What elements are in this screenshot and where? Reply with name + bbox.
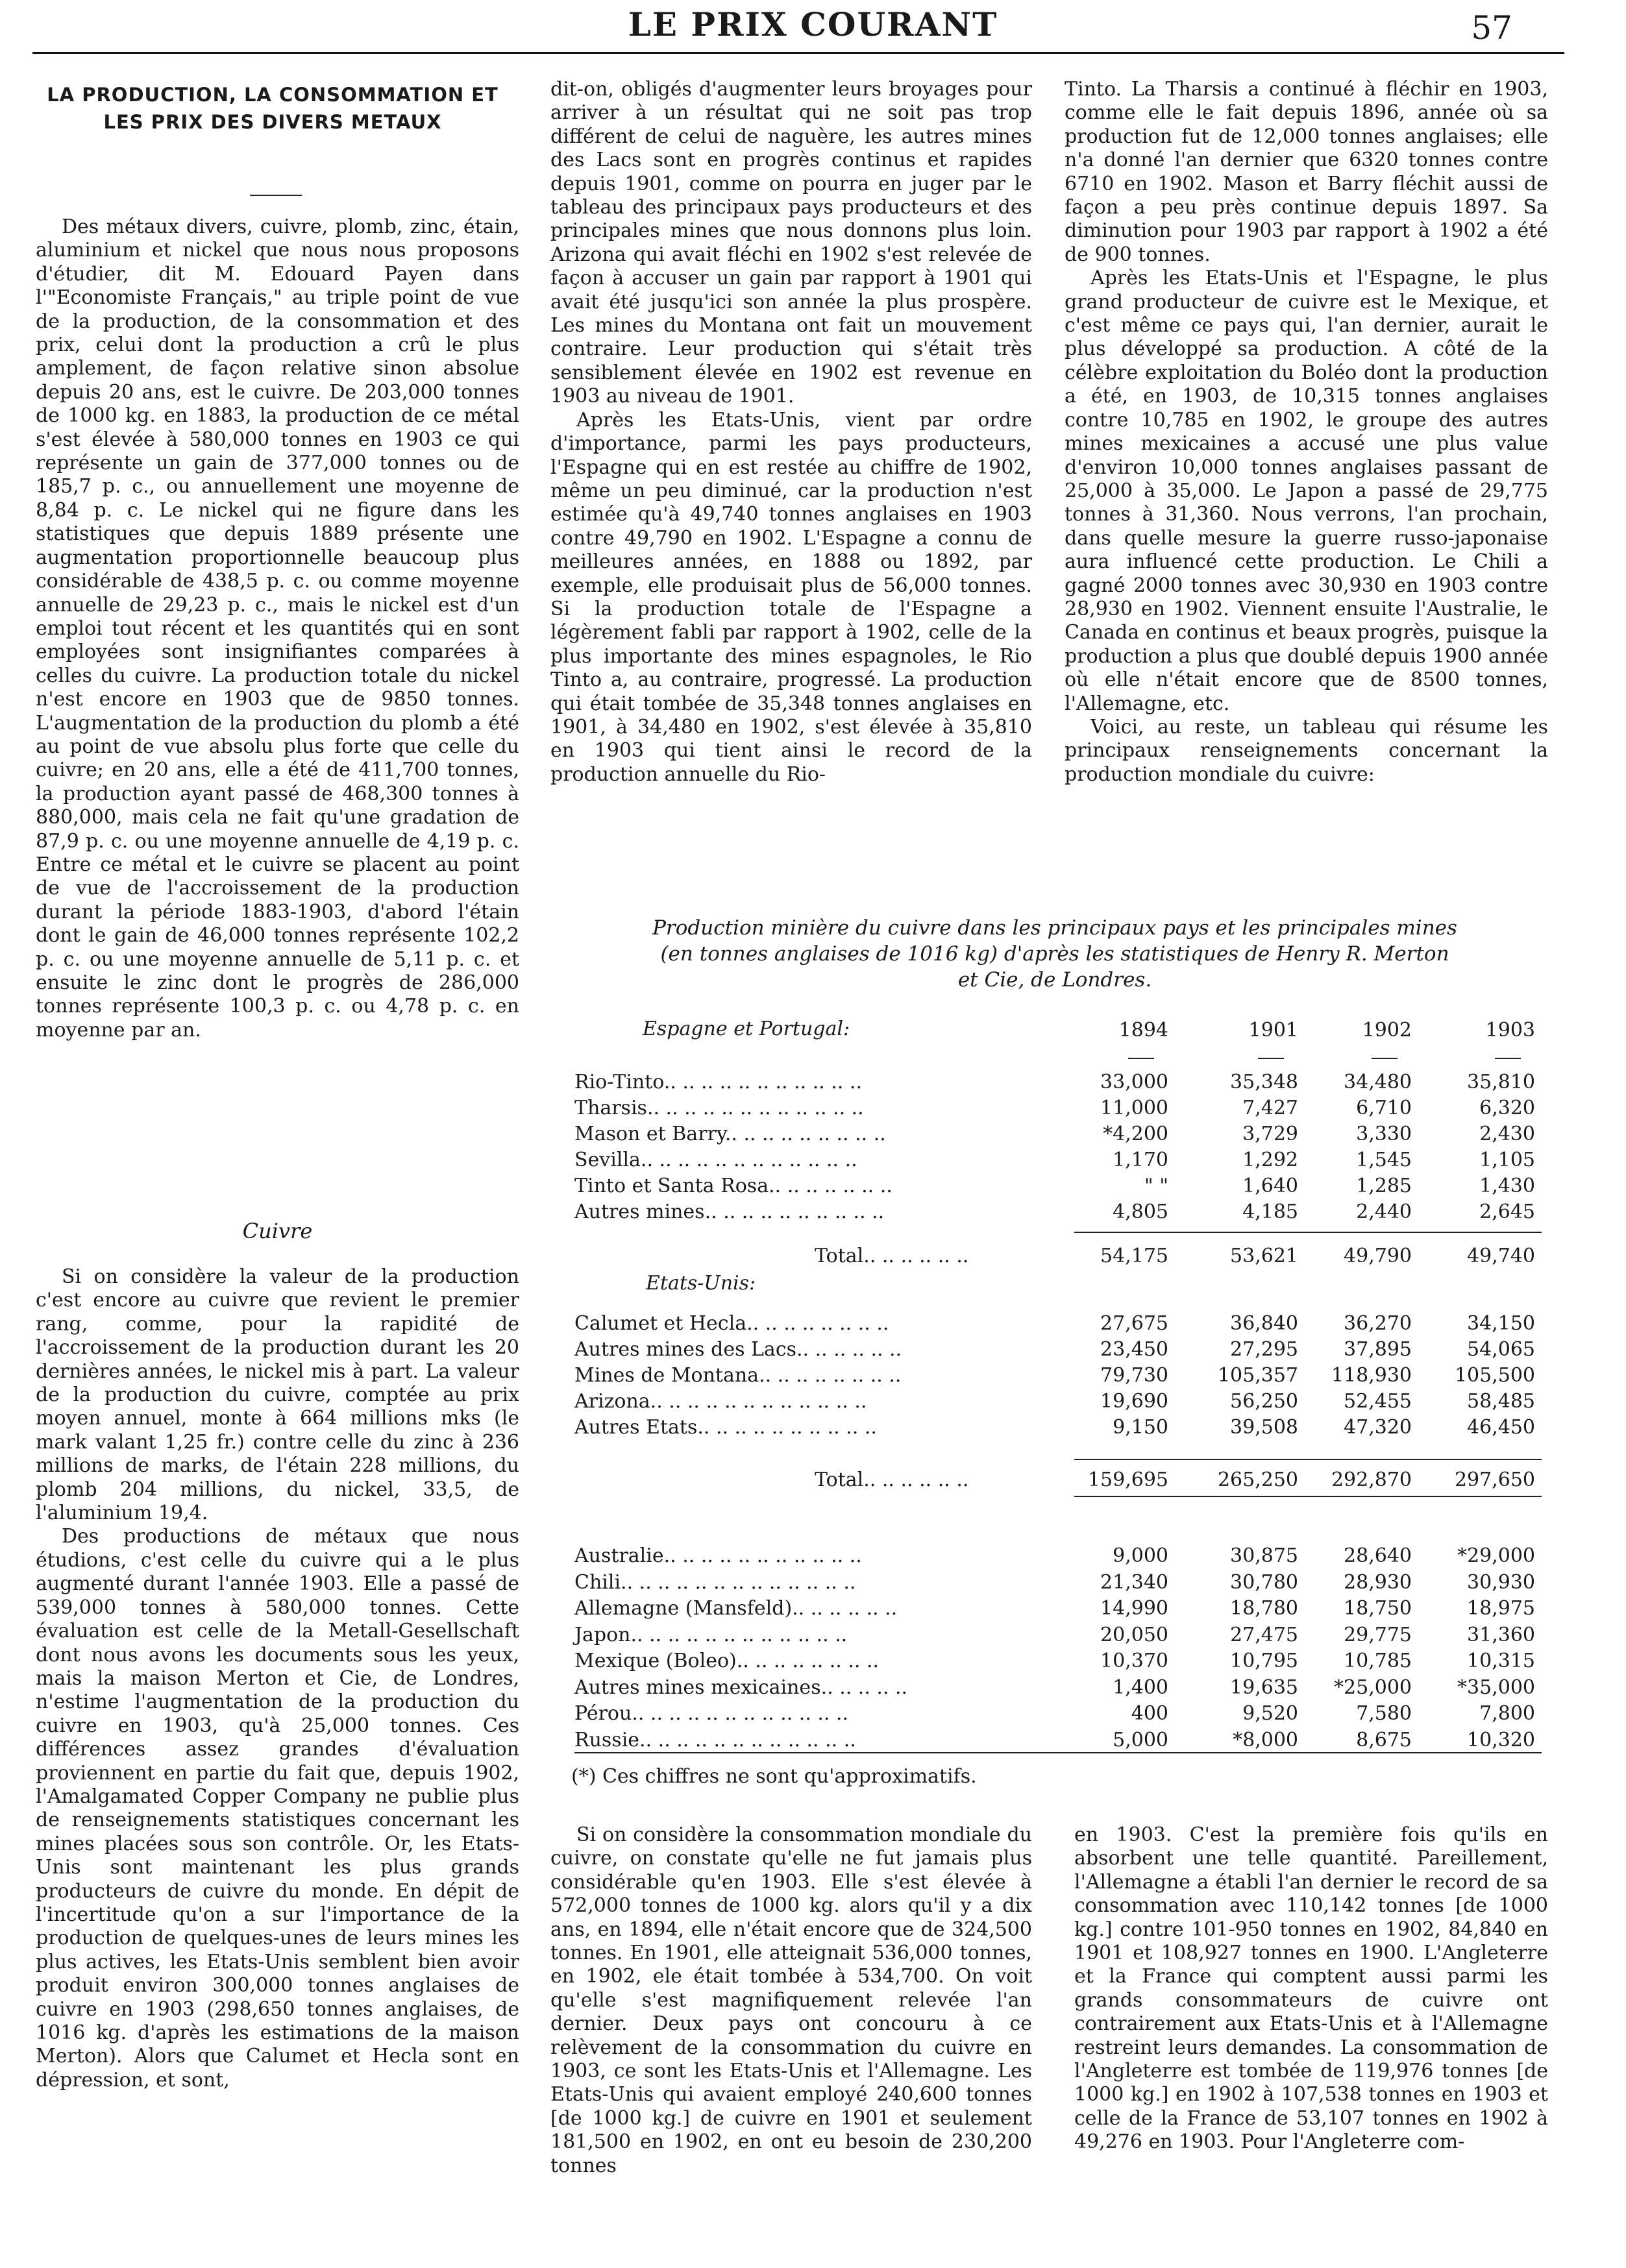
table-row-label: Arizona.. .. .. .. .. .. .. .. .. .. .. .. [574,1390,867,1413]
article-paragraph: Si on considère la valeur de la production c'est encore au cuivre que revient le premier rang, comme, pour la rapidité de l'accroissement de la production durant les 20 dernières années, le nickel mis à part. La valeur de la production du cuivre, comptée au prix moyen annuel, monte à 664 millions mks (le mark valant 1,25 fr.) contre celle du zinc à 236 millions de marks, de l'étain 228 millions, du plomb 204 millions, du nickel, 33,5, de l'aluminium 19,4. [36,1265,519,1525]
table-cell: 21,340 [1100,1570,1168,1594]
article-paragraph: Après les Etats-Unis et l'Espagne, le plus grand producteur de cuivre est le Mexique, et c'est même ce pays qui, l'an dernier, aurait le plus développé sa production. A côté de la célèbre exploitation du Boléo dont la production a été, en 1903, de 10,315 tonnes anglaises contre 10,785 en 1902, le groupe des autres mines mexicaines a accusé une plus value d'environ 10,000 tonnes anglaises passant de 25,000 à 35,000. Le Japon a passé de 29,775 tonnes à 31,360. Nous verrons, l'an prochain, dans quelle mesure la guerre russo-japonaise aura influencé cette production. Le Chili a gagné 2000 tonnes avec 30,930 en 1903 contre 28,930 en 1902. Viennent ensuite l'Australie, le Canada en continus et beaux progrès, puisque la production a plus que doublé depuis 1900 année où elle n'était encore que de 8500 tonnes, l'Allemagne, etc. [1065,267,1548,715]
table-cell: 54,065 [1467,1338,1535,1361]
table-cell: 35,348 [1230,1071,1298,1093]
table-cell: 53,621 [1230,1245,1298,1267]
article-paragraph: Des productions de métaux que nous étudions, c'est celle du cuivre qui a le plus augmenté durant l'année 1903. Elle a passé de 539,000 tonnes à 580,000 tonnes. Cette évaluation est celle de la Metall-Gesellschaft dont nous avons les documents sous les yeux, mais la maison Merton et Cie, de Londres, n'estime l'augmentation de la production du cuivre en 1903, qu'à 25,000 tonnes. Ces différences assez grandes d'évaluation proviennent en partie du fait que, depuis 1902, l'Amalgamated Copper Company ne publie plus de renseignements statistiques concernant les mines placées sous son contrôle. Or, les Etats-Unis sont maintenant les plus grands producteurs de cuivre du monde. En dépit de l'incertitude qu'on a sur l'importance de la production de quelques-unes de leurs mines les plus actives, les Etats-Unis semblent bien avoir produit environ 300,000 tonnes anglaises de cuivre en 1903 (298,650 tonnes anglaises, de 1016 kg. d'après les estimations de la maison Merton). Alors que Calumet et Hecla sont en dépression, et sont, [36,1525,519,2091]
table-cell: 1,105 [1479,1149,1535,1171]
table-cell: 18,975 [1467,1597,1535,1620]
table-row-label: Autres mines.. .. .. .. .. .. .. .. .. .. [574,1201,885,1223]
table-cell: 28,930 [1344,1570,1412,1594]
table-cell: 27,295 [1230,1338,1298,1361]
table-cell: 29,775 [1344,1623,1412,1646]
table-cell: 49,790 [1344,1245,1412,1267]
table-cell: 1,292 [1242,1149,1298,1171]
table-row-label: Chili.. .. .. .. .. .. .. .. .. .. .. .. .. [574,1570,856,1594]
table-cell: 18,780 [1230,1597,1298,1620]
table-cell: 4,185 [1242,1201,1298,1223]
table-footnote: (*) Ces chiffres ne sont qu'approximatifs. [571,1765,977,1788]
year-header: 1902 [1362,1019,1412,1042]
table-cell: 19,635 [1230,1676,1298,1699]
table-cell: 27,675 [1100,1312,1168,1335]
table-cell: 1,170 [1113,1149,1168,1171]
bottom-column-left [550,1823,1032,2178]
table-cell: 23,450 [1100,1338,1168,1361]
table-cell: 30,930 [1467,1570,1535,1594]
table-cell: 1,640 [1242,1175,1298,1197]
total-label: Total.. .. .. .. .. .. [815,1245,969,1267]
table-cell: 2,645 [1479,1201,1535,1223]
article-paragraph: Des métaux divers, cuivre, plomb, zinc, étain, aluminium et nickel que nous nous proposons d'étudier, dit M. Edouard Payen dans l'"Economiste Français," au triple point de vue de la production, de la consommation et des prix, celui dont la production a crû le plus amplement, de façon relative sinon absolue depuis 20 ans, est le cuivre. De 203,000 tonnes de 1000 kg. en 1883, la production de ce métal s'est élevée à 580,000 tonnes en 1903 ce qui représente un gain de 377,000 tonnes ou de 185,7 p. c., ou annuellement une moyenne de 8,84 p. c. Le nickel qui ne figure dans les statistiques que depuis 1889 présente une augmentation proportionnelle beaucoup plus considérable de 438,5 p. c. ou comme moyenne annuelle de 29,23 p. c., mais le nickel est d'un emploi tout récent et les quantités qui en sont employées sont insignifiantes comparées à celles du cuivre. La production totale du nickel n'est encore en 1903 que de 9850 tonnes. L'augmentation de la production du plomb a été au point de vue absolu plus forte que celle du cuivre; en 20 ans, elle a été de 411,700 tonnes, la production ayant passé de 468,300 tonnes à 880,000, mais cela ne fait qu'une gradation de 87,9 p. c. ou une moyenne annuelle de 4,19 p. c. Entre ce métal et le cuivre se placent au point de vue de l'accroissement de la production durant la période 1883-1903, d'abord l'étain dont le gain de 46,000 tonnes représente 102,2 p. c. ou une moyenne annuelle de 5,11 p. c. et ensuite le zinc dont le progrès de 286,000 tonnes représente 100,3 p. c. ou 4,78 p. c. en moyenne par an. [36,215,519,1042]
table-cell: 3,330 [1356,1123,1412,1145]
table-cell: 5,000 [1113,1728,1168,1751]
table-cell: 36,840 [1230,1312,1298,1335]
table-cell: 1,400 [1113,1676,1168,1699]
table-caption-line: Production minière du cuivre dans les principaux pays et les principales mines [652,916,1457,940]
table-cell: 7,580 [1356,1702,1412,1725]
table-cell: 56,250 [1230,1390,1298,1413]
table-cell: 34,480 [1344,1071,1412,1093]
table-cell: 2,430 [1479,1123,1535,1145]
page-header-title: LE PRIX COURANT [628,5,998,43]
table-row-label: Mexique (Boleo).. .. .. .. .. .. .. .. [574,1650,880,1672]
table-cell: 19,690 [1100,1390,1168,1413]
table-row-label: Sevilla.. .. .. .. .. .. .. .. .. .. .. .. [574,1149,857,1171]
table-row-label: Pérou.. .. .. .. .. .. .. .. .. .. .. .. [574,1702,849,1725]
table-cell: 79,730 [1100,1364,1168,1387]
table-cell: 49,740 [1467,1245,1535,1267]
section-label-usa: Etats-Unis: [646,1272,756,1295]
table-cell: 9,150 [1113,1416,1168,1439]
table-cell: 39,508 [1230,1416,1298,1439]
table-cell: 11,000 [1100,1097,1168,1119]
table-cell: 400 [1131,1702,1168,1725]
table-cell: 105,500 [1454,1364,1535,1387]
bottom-column-right [1074,1823,1548,2154]
table-cell: *8,000 [1233,1728,1298,1751]
table-cell: 14,990 [1100,1597,1168,1620]
page-number: 57 [1471,9,1512,47]
year-header: 1901 [1248,1019,1298,1042]
table-cell: 9,000 [1113,1544,1168,1567]
table-cell: 3,729 [1242,1123,1298,1145]
table-cell: 10,785 [1344,1650,1412,1672]
table-cell: 265,250 [1217,1469,1298,1491]
table-cell: 28,640 [1344,1544,1412,1567]
table-row-label: Mines de Montana.. .. .. .. .. .. .. .. [574,1364,902,1387]
table-cell: 34,150 [1467,1312,1535,1335]
table-row-label: Japon.. .. .. .. .. .. .. .. .. .. .. .. [574,1623,848,1646]
table-cell: 33,000 [1100,1071,1168,1093]
table-cell: *35,000 [1457,1676,1535,1699]
year-header: 1903 [1485,1019,1535,1042]
table-cell: 35,810 [1467,1071,1535,1093]
year-header-dash [1495,1058,1521,1059]
table-cell: 47,320 [1344,1416,1412,1439]
total-rule [1074,1496,1542,1497]
table-cell: 10,320 [1467,1728,1535,1751]
table-cell: 36,270 [1344,1312,1412,1335]
article-paragraph: dit-on, obligés d'augmenter leurs broyages pour arriver à un résultat qui ne soit pas trop différent de celui de naguère, les autres mines des Lacs sont en progrès continus et rapides depuis 1901, comme on pourra en juger par le tableau des principaux pays producteurs et des principales mines que nous donnons plus loin. Arizona qui avait fléchi en 1902 s'est relevée de façon à accuser un gain par rapport à 1901 qui avait été jusqu'ici son année la plus prospère. Les mines du Montana ont fait un mouvement contraire. Leur production qui s'était très sensiblement élevée en 1902 est revenue en 1903 au niveau de 1901. [550,78,1032,408]
table-cell: 105,357 [1217,1364,1298,1387]
table-caption-line: et Cie, de Londres. [957,968,1152,992]
table-row-label: Autres mines mexicaines.. .. .. .. .. [574,1676,908,1699]
table-cell: 1,285 [1356,1175,1412,1197]
table-row-label: Calumet et Hecla.. .. .. .. .. .. .. .. [574,1312,889,1335]
table-row-label: Autres Etats.. .. .. .. .. .. .. .. .. .. [574,1416,877,1439]
table-cell: *25,000 [1334,1676,1412,1699]
table-caption-line: (en tonnes anglaises de 1016 kg) d'après les statistiques de Henry R. Merton [660,942,1449,966]
table-cell: 7,427 [1242,1097,1298,1119]
table-cell: 30,780 [1230,1570,1298,1594]
table-cell: 27,475 [1230,1623,1298,1646]
table-cell: 10,370 [1100,1650,1168,1672]
year-header-dash [1372,1058,1398,1059]
year-header: 1894 [1118,1019,1168,1042]
article-paragraph: Tinto. La Tharsis a continué à fléchir en 1903, comme elle le fait depuis 1896, année où sa production fut de 12,000 tonnes anglaises; elle n'a donné l'an dernier que 6320 tonnes contre 6710 en 1902. Mason et Barry fléchit aussi de façon a peu près continue depuis 1897. Sa diminution pour 1903 par rapport à 1902 a été de 900 tonnes. [1065,78,1548,266]
article-paragraph: Si on considère la consommation mondiale du cuivre, on constate qu'elle ne fut jamais plus considérable qu'en 1903. Elle s'est élevée à 572,000 tonnes de 1000 kg. alors qu'il y a dix ans, en 1894, elle n'était encore que de 324,500 tonnes. En 1901, elle atteignait 536,000 tonnes, en 1902, ele était tombée à 534,700. On voit qu'elle s'est magnifiquement relevée l'an dernier. Deux pays ont concouru à ce relèvement de la consommation du cuivre en 1903, ce sont les Etats-Unis et l'Allemagne. Les Etats-Unis qui avaient employé 240,600 tonnes [de 1000 kg.] de cuivre en 1901 et seulement 181,500 en 1902, en ont eu besoin de 230,200 tonnes [550,1823,1032,2177]
table-cell: 8,675 [1356,1728,1412,1751]
table-cell: 9,520 [1242,1702,1298,1725]
table-cell: 7,800 [1479,1702,1535,1725]
table-cell: 54,175 [1100,1245,1168,1267]
table-cell: 20,050 [1100,1623,1168,1646]
table-bottom-rule [574,1752,1542,1753]
table-row-label: Australie.. .. .. .. .. .. .. .. .. .. .. [574,1544,862,1567]
table-cell: 46,450 [1467,1416,1535,1439]
table-cell: *29,000 [1457,1544,1535,1567]
section-label-spain: Espagne et Portugal: [643,1018,850,1040]
table-cell: 30,875 [1230,1544,1298,1567]
subtotal-rule [1074,1459,1542,1460]
table-cell: 37,895 [1344,1338,1412,1361]
table-cell: 58,485 [1467,1390,1535,1413]
table-cell: 10,795 [1230,1650,1298,1672]
table-row-label: Autres mines des Lacs.. .. .. .. .. .. [574,1338,902,1361]
section-subhead-cuivre: Cuivre [242,1219,313,1243]
total-label: Total.. .. .. .. .. .. [815,1469,969,1491]
table-cell: 4,805 [1113,1201,1168,1223]
table-cell: 159,695 [1087,1469,1168,1491]
table-cell: 292,870 [1331,1469,1412,1491]
table-row-label: Tharsis.. .. .. .. .. .. .. .. .. .. .. .. [574,1097,864,1119]
table-cell: 2,440 [1356,1201,1412,1223]
year-header-dash [1128,1058,1154,1059]
table-row-label: Mason et Barry.. .. .. .. .. .. .. .. .. [574,1123,886,1145]
table-cell: 52,455 [1344,1390,1412,1413]
year-header-dash [1258,1058,1284,1059]
table-cell: 118,930 [1331,1364,1412,1387]
table-row-label: Allemagne (Mansfeld).. .. .. .. .. .. [574,1597,898,1620]
table-cell: 10,315 [1467,1650,1535,1672]
table-cell: *4,200 [1103,1123,1168,1145]
table-row-label: Rio-Tinto.. .. .. .. .. .. .. .. .. .. .. [574,1071,862,1093]
table-cell: 1,545 [1356,1149,1412,1171]
table-row-label: Tinto et Santa Rosa.. .. .. .. .. .. .. [574,1175,893,1197]
article-paragraph: Voici, au reste, un tableau qui résume les principaux renseignements concernant la production mondiale du cuivre: [1065,715,1548,786]
subtotal-rule [1074,1232,1542,1233]
table-cell: 1,430 [1479,1175,1535,1197]
table-cell: 6,320 [1479,1097,1535,1119]
table-cell: 31,360 [1467,1623,1535,1646]
table-cell: 297,650 [1454,1469,1535,1491]
table-row-label: Russie.. .. .. .. .. .. .. .. .. .. .. .. [574,1728,856,1751]
article-paragraph: en 1903. C'est la première fois qu'ils en absorbent une telle quantité. Pareillement, l'Allemagne a établi l'an dernier le record de sa consommation avec 110,142 tonnes [de 1000 kg.] contre 101-950 tonnes en 1902, 84,840 en 1901 et 108,927 tonnes en 1900. L'Angleterre et la France qui comptent aussi parmi les grands consommateurs de cuivre ont contrairement aux Etats-Unis et à l'Allemagne restreint leurs demandes. La consommation de l'Angleterre est tombée de 119,976 tonnes [de 1000 kg.] en 1902 à 107,538 tonnes en 1903 et celle de la France de 53,107 tonnes en 1902 à 49,276 en 1903. Pour l'Angleterre com- [1074,1823,1548,2154]
table-cell: " " [1144,1175,1168,1197]
table-cell: 18,750 [1344,1597,1412,1620]
article-paragraph: Après les Etats-Unis, vient par ordre d'importance, parmi les pays producteurs, l'Espagne qui en est restée au chiffre de 1902, même un peu diminué, car la production n'est estimée qu'à 49,740 tonnes anglaises en 1903 contre 49,790 en 1902. L'Espagne a connu de meilleures années, en 1888 ou 1892, par exemple, elle produisait plus de 56,000 tonnes. Si la production totale de l'Espagne a légèrement fabli par rapport à 1902, celle de la plus importante des mines espagnoles, le Rio Tinto a, au contraire, progressé. La production qui était tombée de 35,348 tonnes anglaises en 1901, à 34,480 en 1902, s'est élevée à 35,810 en 1903 qui tient ainsi le record de la production annuelle du Rio- [550,408,1032,786]
article-title: LA PRODUCTION, LA CONSOMMATION ET LES PRIX DES DIVERS METAUX [47,84,499,133]
table-cell: 6,710 [1356,1097,1412,1119]
